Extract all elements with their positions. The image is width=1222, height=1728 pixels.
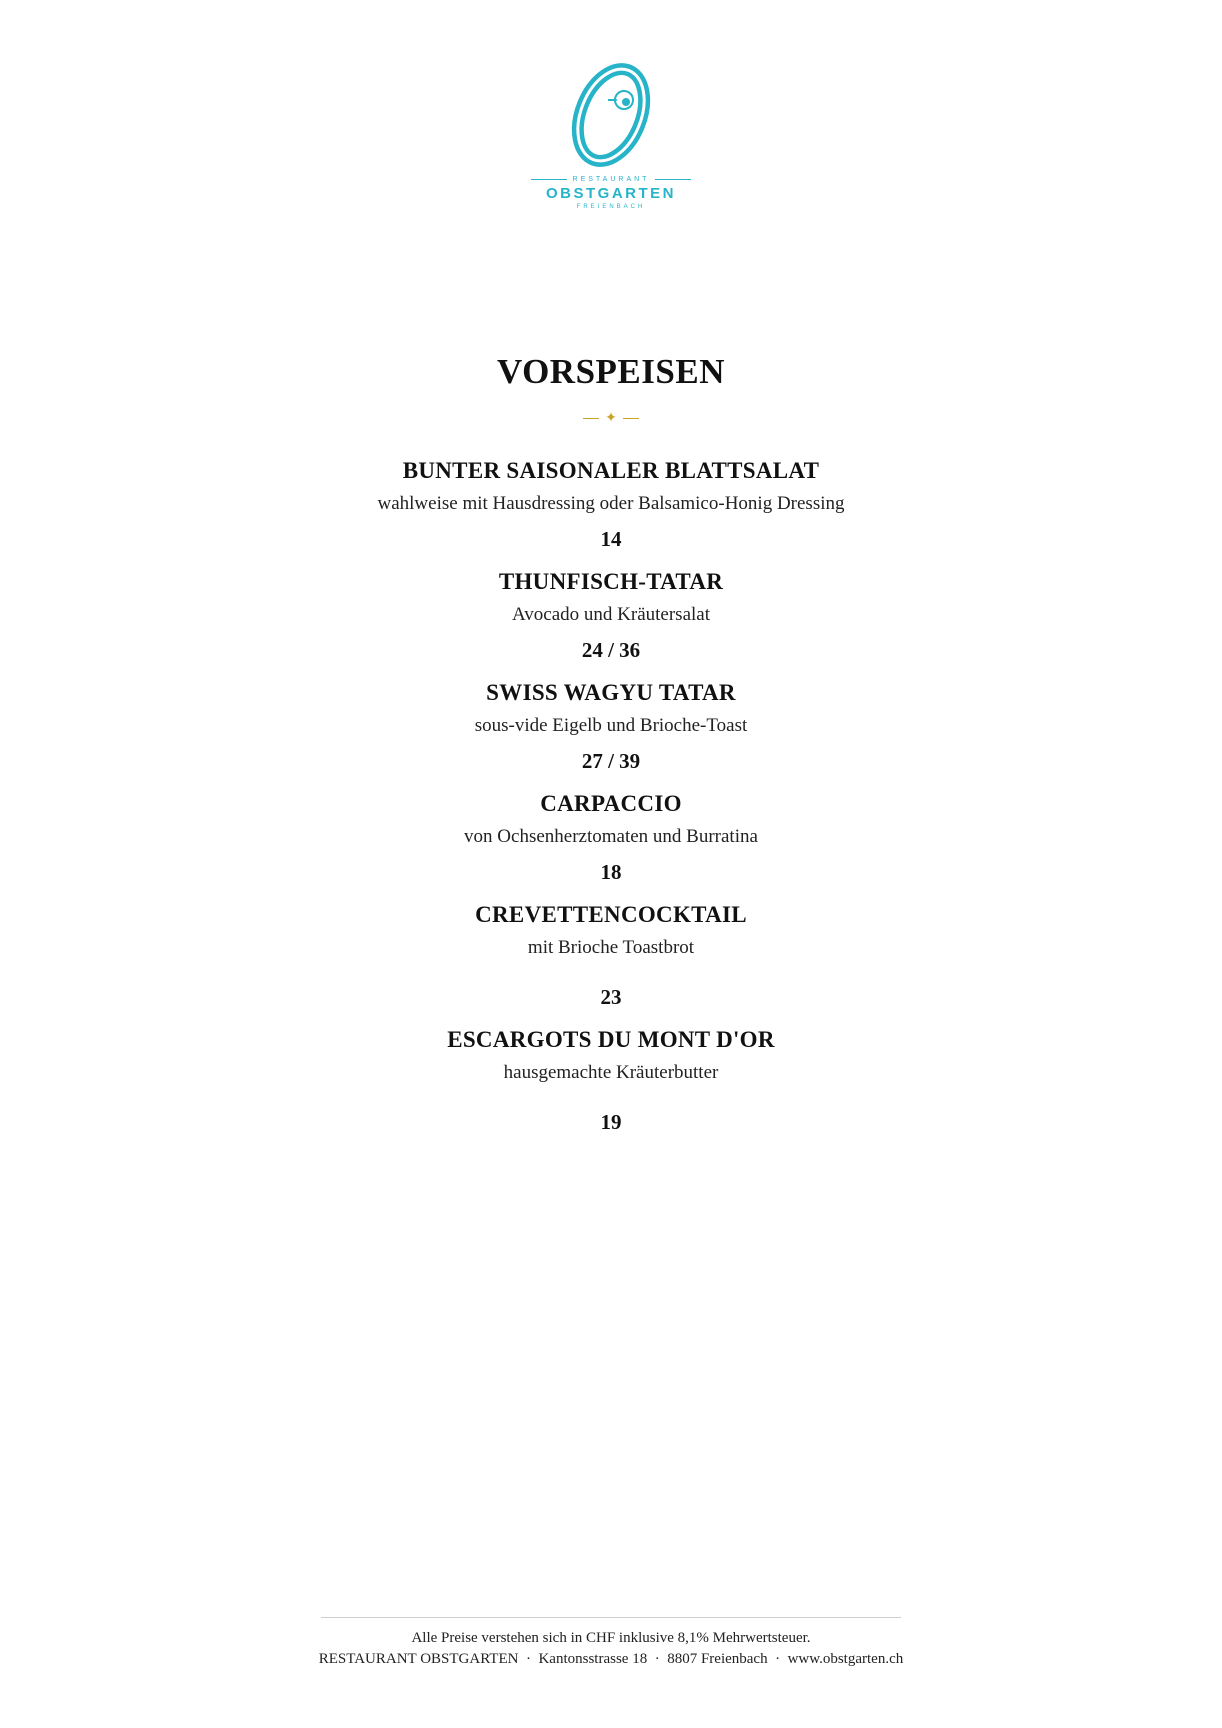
menu-item-price: 23 [600,985,622,1009]
menu-item-name: CREVETTENCOCKTAIL [475,902,747,927]
menu-item-price: 14 [600,527,622,551]
star-ornament-icon: ✦ [605,411,617,426]
logo-restaurant-text: RESTAURANT [572,176,650,183]
menu-item-price: 27 / 39 [581,749,641,773]
footer-address: RESTAURANT OBSTGARTEN · Kantonsstrasse 18 · 8807 Freienbach · www.obstgarten.ch [318,1651,904,1667]
menu-item [0,456,1222,553]
menu-item-name: THUNFISCH-TATAR [498,569,724,594]
menu-item-price: 18 [600,860,622,884]
menu-item-description: mit Brioche Toastbrot [527,937,695,958]
menu-item-price: 19 [600,1110,622,1134]
menu-item-price: 24 / 36 [581,638,641,662]
menu-item-name: BUNTER SAISONALER BLATTSALAT [402,458,820,483]
menu-item-name: SWISS WAGYU TATAR [486,680,736,705]
menu-item [0,900,1222,1011]
page-footer [0,1617,1222,1670]
obstgarten-o-logo-icon [556,60,666,170]
logo-name: OBSTGARTEN [546,185,676,202]
section-title: VORSPEISEN [497,352,725,391]
logo-restaurant-line [0,176,1222,183]
title-ornament [0,410,1222,427]
menu-item-name: CARPACCIO [540,791,682,816]
menu-item-description: wahlweise mit Hausdressing oder Balsamico-Honig Dressing [377,493,845,514]
menu-item-description: Avocado und Kräutersalat [511,604,710,625]
menu-item [0,678,1222,775]
menu-list [0,456,1222,1136]
menu-item [0,789,1222,886]
menu-item-description: sous-vide Eigelb und Brioche-Toast [474,715,748,736]
footer-divider [321,1617,901,1618]
footer-vat-note: Alle Preise verstehen sich in CHF inklusive 8,1% Mehrwertsteuer. [411,1630,811,1646]
logo-place: FREIENBACH [576,204,646,210]
menu-item-description: von Ochsenherztomaten und Burratina [464,826,758,847]
menu-item-name: ESCARGOTS DU MONT D'OR [447,1027,775,1052]
menu-item-description: hausgemachte Kräuterbutter [503,1062,719,1083]
restaurant-logo [0,60,1222,210]
menu-item [0,1025,1222,1136]
menu-item [0,567,1222,664]
